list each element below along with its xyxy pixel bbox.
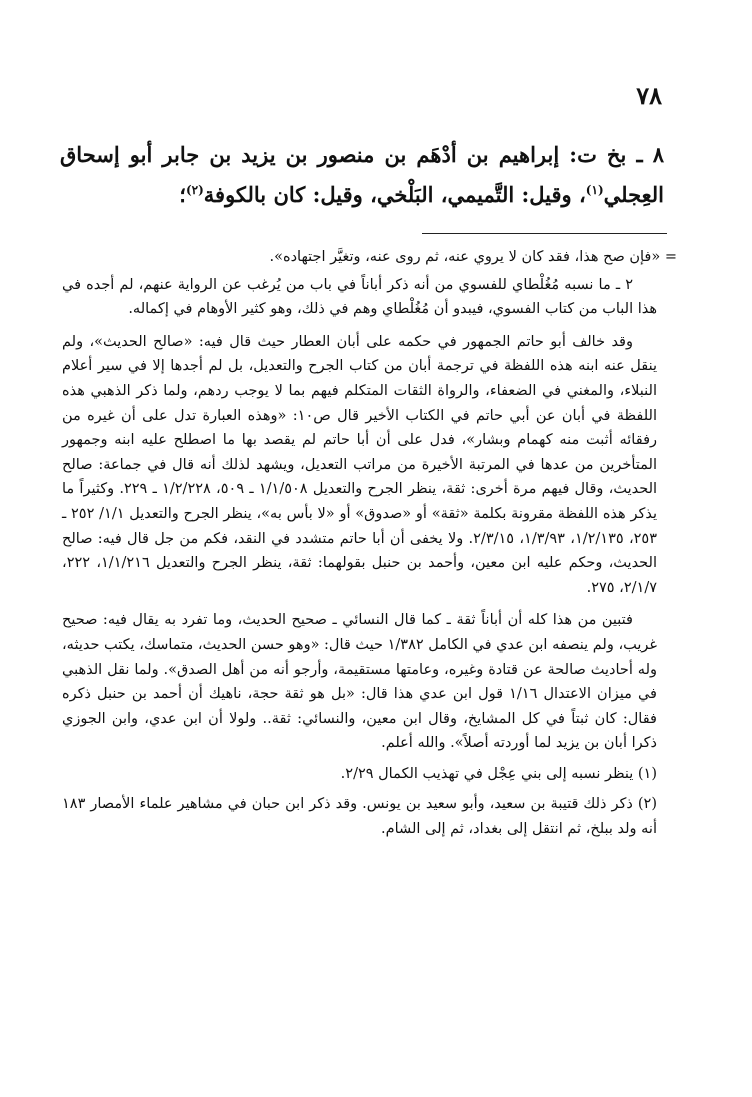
note-abu-hatim-paragraph: وقد خالف أبو حاتم الجمهور في حكمه على أبان العطار حيث قال فيه: «صالح الحديث»، ولم ينقل عنه ابنه هذه اللفظة في ترجمة أبان من كتاب الجرح والتعديل، بل لم أجدها إلا في سير أعلام النبلاء، والمغني في الضعفاء، والرواة الثقات المتكلم فيهم بما لا يوجب ردهم، ولما ذكر الذهبي هذه اللفظة في أبان عن أبي حاتم في الكتاب الأخير قال ص١٠: «وهذه العبارة تدل على أن غيره من رفقائه أثبت منه كهمام وبشار»، فدل على أن أبا حاتم لم يقصد بها ما اصطلح عليه ابنه وجمهور المتأخرين من عدها في المرتبة الأخيرة من مراتب التعديل، ويشهد لذلك أنه قال في جماعة: صالح الحديث، وقال فيهم مرة أخرى: ثقة، ينظر الجرح والتعديل ١/١/٥٠٨ ـ ٥٠٩، ١/٢/٢٢٨ ـ ٢٢٩. وكثيراً ما يذكر هذه اللفظة مقرونة بكلمة «ثقة» أو «صدوق» أو «لا بأس به»، ينظر الجرح والتعديل ١/١/ ٢٥٢ ـ ٢٥٣، ١/٢/١٣٥، ١/٣/٩٣، ٢/٣/١٥. ولا يخفى أن أبا حاتم متشدد في النقد، فكم من جل قال فيه: صالح الحديث، وحكم عليه ابن معين، وأحمد بن حنبل بقولهما: ثقة، ينظر الجرح والتعديل ١/١/٢١٦، ٢٢٢، ٢/١/٧، ٢٧٥. bbox=[62, 333, 658, 596]
entry-number: ٨ bbox=[652, 142, 664, 167]
notes-section bbox=[61, 245, 677, 848]
note-continuation: = «فإن صح هذا، فقد كان لا يروي عنه، ثم روى عنه، وتغيَّر اجتهاده». bbox=[269, 249, 677, 265]
note-2: ٢ ـ ما نسبه مُغُلْطاي للفسوي من أنه ذكر أباناً في باب من يُرغب عن الرواية عنهم، لم أجده في هذا الباب من كتاب الفسوي، فيبدو أن مُغُلْطاي وهم في ذلك، وهو كثير الأوهام في إكماله. bbox=[62, 276, 657, 318]
entry-sigla: بخ ت bbox=[577, 142, 627, 167]
footnote-marker-2: (٢) bbox=[185, 183, 204, 197]
page-number: ٧٨ bbox=[636, 81, 662, 110]
biography-entry: ٨ ـ بخ ت: إبراهيم بن أدْهَم بن منصور بن يزيد بن جابر أبو إسحاق العِجلي$^{(١)}$، وقيل: التَّميمي، البَلْخي، وقيل: كان بالكوفة$^{(٢)}$؛ bbox=[60, 142, 664, 207]
footnote-marker-1: (١) bbox=[585, 183, 604, 197]
footnote-separator bbox=[422, 233, 667, 234]
footnote-1: (١) ينظر نسبه إلى بني عِجْل في تهذيب الكمال ٢/٢٩. bbox=[340, 765, 657, 782]
note-conclusion-paragraph: فتبين من هذا كله أن أباناً ثقة ـ كما قال النسائي ـ صحيح الحديث، وما تفرد به يقال فيه: صحيح غريب، ولم ينصفه ابن عدي في الكامل ١/٣٨٢ حيث قال: «وهو حسن الحديث، متماسك، يكتب حديثه، وله أحاديث صالحة عن قتادة وغيره، وعامتها مستقيمة، وأرجو أنه من أهل الصدق». ولما نقل الذهبي في ميزان الاعتدال ١/١٦ قول ابن عدي هذا قال: «بل هو ثقة حجة، ناهيك أن أحمد بن حنبل ذكره فقال: كان ثبتاً في كل المشايخ، وقال ابن معين، والنسائي: ثقة.. ولولا أن ابن عدي، وابن الجوزي ذكرا أبان بن يزيد لما أوردته أصلاً». والله أعلم. bbox=[61, 612, 657, 752]
entry-text-part2: ، وقيل: التَّميمي، البَلْخي، وقيل: كان بالكوفة bbox=[203, 182, 586, 207]
entry-text-part3: ؛ bbox=[179, 182, 186, 207]
entry-text-part1: إبراهيم بن أدْهَم بن منصور بن يزيد بن جابر أبو إسحاق العِجلي bbox=[60, 142, 664, 207]
footnote-2: (٢) ذكر ذلك قتيبة بن سعيد، وأبو سعيد بن يونس. وقد ذكر ابن حبان في مشاهير علماء الأمصار ١٨٣ أنه ولد ببلخ، ثم انتقل إلى بغداد، ثم إلى الشام. bbox=[62, 796, 657, 838]
